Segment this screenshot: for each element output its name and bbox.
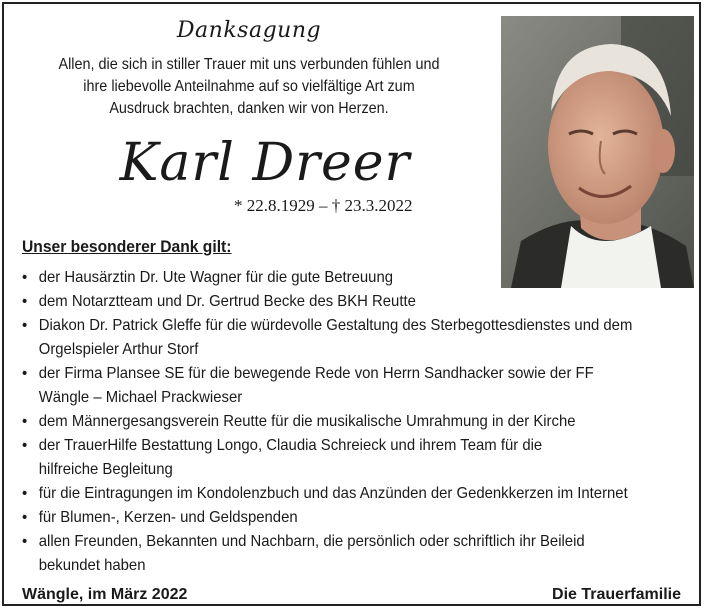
thanks-heading: Unser besonderer Dank gilt: [22,237,232,256]
list-item: • der TrauerHilfe Bestattung Longo, Claudia Schreieck und ihrem Team für die hilfreiche Begleitung [22,434,560,482]
list-item: • dem Männergesangsverein Reutte für die musikalische Umrahmung in der Kirche [22,410,707,434]
life-dates: * 22.8.1929 – † 23.3.2022 [234,196,413,215]
list-item: • der Hausärztin Dr. Ute Wagner für die gute Betreuung [22,266,707,290]
list-item: • für die Eintragungen im Kondolenzbuch und das Anzünden der Gedenkkerzen im Internet [22,482,707,506]
list-item: • für Blumen-, Kerzen- und Geldspenden [22,506,707,530]
obituary-card [2,2,701,606]
thanks-list [22,266,702,578]
list-item: • allen Freunden, Bekannten und Nachbarn, die persönlich oder schriftlich ihr Beileid bekundet haben [22,530,597,578]
place-date: Wängle, im März 2022 [22,586,188,603]
intro-text: Allen, die sich in stiller Trauer mit uns verbunden fühlen und ihre liebevolle Anteilnahme auf so vielfältige Art zum Ausdruck brachten, danken wir von Herzen. [58,56,440,117]
signature: Die Trauerfamilie [552,586,681,603]
list-item: • dem Notarztteam und Dr. Gertrud Becke des BKH Reutte [22,290,707,314]
thanks-title: Danksagung [176,18,322,43]
list-item: • Diakon Dr. Patrick Gleffe für die würdevolle Gestaltung des Sterbegottesdienstes und dem Orgelspieler Arthur Storf [22,314,671,362]
deceased-name: Karl Dreer [119,133,411,193]
list-item: • der Firma Plansee SE für die bewegende Rede von Herrn Sandhacker sowie der FF Wängle – Michael Prackwieser [22,362,634,410]
portrait-photo [501,16,694,288]
